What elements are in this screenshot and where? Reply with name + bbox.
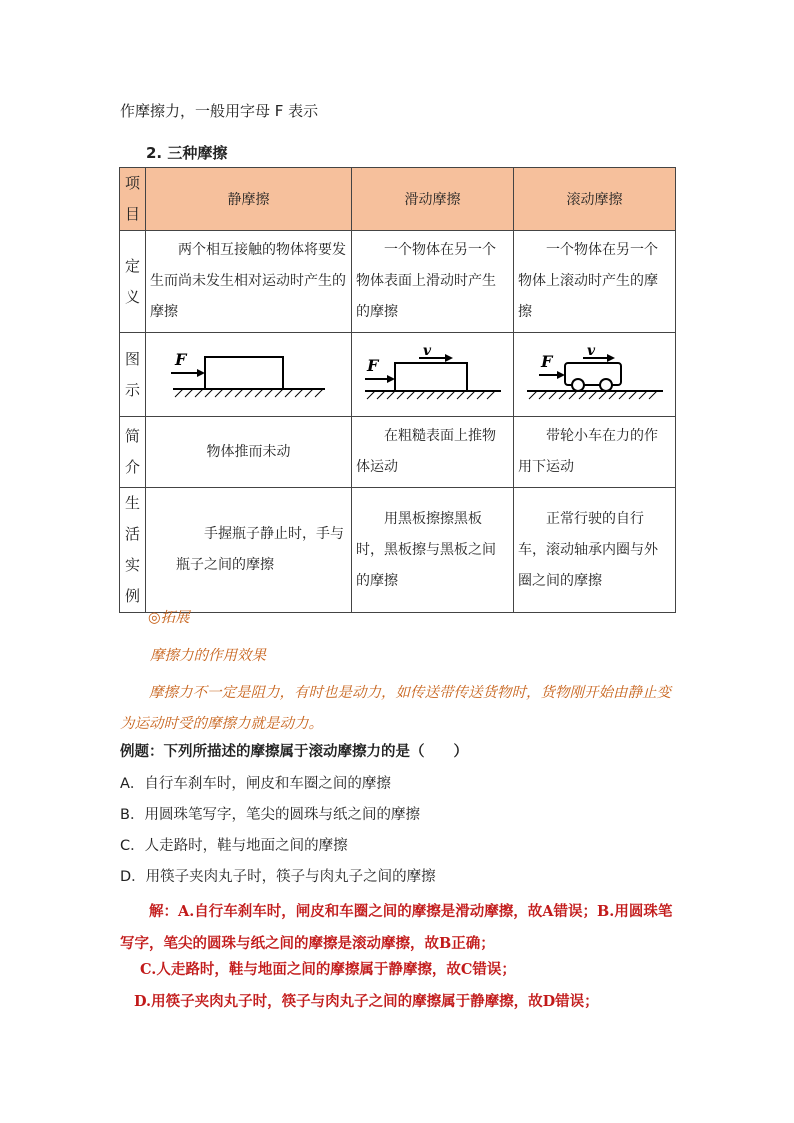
row-label-definition: 定义	[120, 231, 146, 333]
summary-sliding: 在粗糙表面上推物体运动	[352, 417, 514, 488]
force-label: F	[366, 355, 378, 375]
header-sliding: 滑动摩擦	[352, 168, 514, 231]
friction-table	[119, 167, 676, 613]
example-static: 手握瓶子静止时，手与瓶子之间的摩擦	[146, 488, 352, 613]
header-static: 静摩擦	[146, 168, 352, 231]
definition-sliding: 一个物体在另一个物体表面上滑动时产生的摩擦	[352, 231, 514, 333]
option-b: B．用圆珠笔写字，笔尖的圆珠与纸之间的摩擦	[120, 807, 420, 823]
table-header-row	[120, 168, 676, 231]
table-row-summary	[120, 417, 676, 488]
option-d: D．用筷子夹肉丸子时，筷子与肉丸子之间的摩擦	[120, 869, 436, 885]
header-item: 项目	[120, 168, 146, 231]
intro-line: 作摩擦力，一般用字母 F 表示	[120, 102, 319, 120]
extension-subtitle: 摩擦力的作用效果	[150, 648, 266, 664]
sliding-friction-diagram	[363, 343, 503, 407]
force-label: F	[540, 351, 552, 371]
solution-line-3: D.用筷子夹肉丸子时，筷子与肉丸子之间的摩擦属于静摩擦，故D错误；	[134, 993, 599, 1010]
header-rolling: 滚动摩擦	[514, 168, 676, 231]
block	[395, 363, 467, 391]
summary-static: 物体推而未动	[146, 417, 352, 488]
figure-static	[146, 333, 352, 417]
rolling-friction-diagram	[525, 343, 665, 407]
ground-hatching	[367, 391, 495, 399]
block	[205, 357, 283, 389]
velocity-label: v	[422, 342, 431, 359]
table-row-examples	[120, 488, 676, 613]
velocity-label: v	[586, 342, 595, 359]
force-label: F	[174, 349, 186, 369]
ground-hatching	[175, 389, 323, 397]
summary-rolling: 带轮小车在力的作用下运动	[514, 417, 676, 488]
table-row-figure	[120, 333, 676, 417]
example-rolling: 正常行驶的自行车，滚动轴承内圈与外圈之间的摩擦	[514, 488, 676, 613]
option-c: C．人走路时，鞋与地面之间的摩擦	[120, 838, 348, 854]
row-label-figure: 图示	[120, 333, 146, 417]
solution-line-2: C.人走路时，鞋与地面之间的摩擦属于静摩擦，故C错误；	[140, 961, 516, 978]
figure-sliding	[352, 333, 514, 417]
definition-rolling: 一个物体在另一个物体上滚动时产生的摩擦	[514, 231, 676, 333]
example-question: 例题：下列所描述的摩擦属于滚动摩擦力的是（ ）	[120, 744, 468, 760]
example-sliding: 用黑板擦擦黑板时，黑板擦与黑板之间的摩擦	[352, 488, 514, 613]
cart-wheel	[572, 379, 584, 391]
row-label-summary: 简介	[120, 417, 146, 488]
cart-wheel	[600, 379, 612, 391]
extension-text: 摩擦力不一定是阻力，有时也是动力，如传送带传送货物时，货物刚开始由静止变为运动时受的摩擦力就是动力。	[120, 685, 671, 732]
figure-rolling	[514, 333, 676, 417]
option-a: A．自行车刹车时，闸皮和车圈之间的摩擦	[120, 776, 391, 792]
extension-title: ◎拓展	[148, 610, 190, 626]
solution-line-1: 解：A.自行车刹车时，闸皮和车圈之间的摩擦是滑动摩擦，故A错误；B.用圆珠笔写字，笔尖的圆珠与纸之间的摩擦是滚动摩擦，故B正确；	[120, 903, 673, 952]
row-label-examples: 生活实例	[120, 488, 146, 613]
ground-hatching	[529, 391, 657, 399]
static-friction-diagram	[169, 343, 329, 407]
section-heading: 2. 三种摩擦	[146, 144, 228, 162]
table-row-definition	[120, 231, 676, 333]
definition-static: 两个相互接触的物体将要发生而尚未发生相对运动时产生的摩擦	[146, 231, 352, 333]
